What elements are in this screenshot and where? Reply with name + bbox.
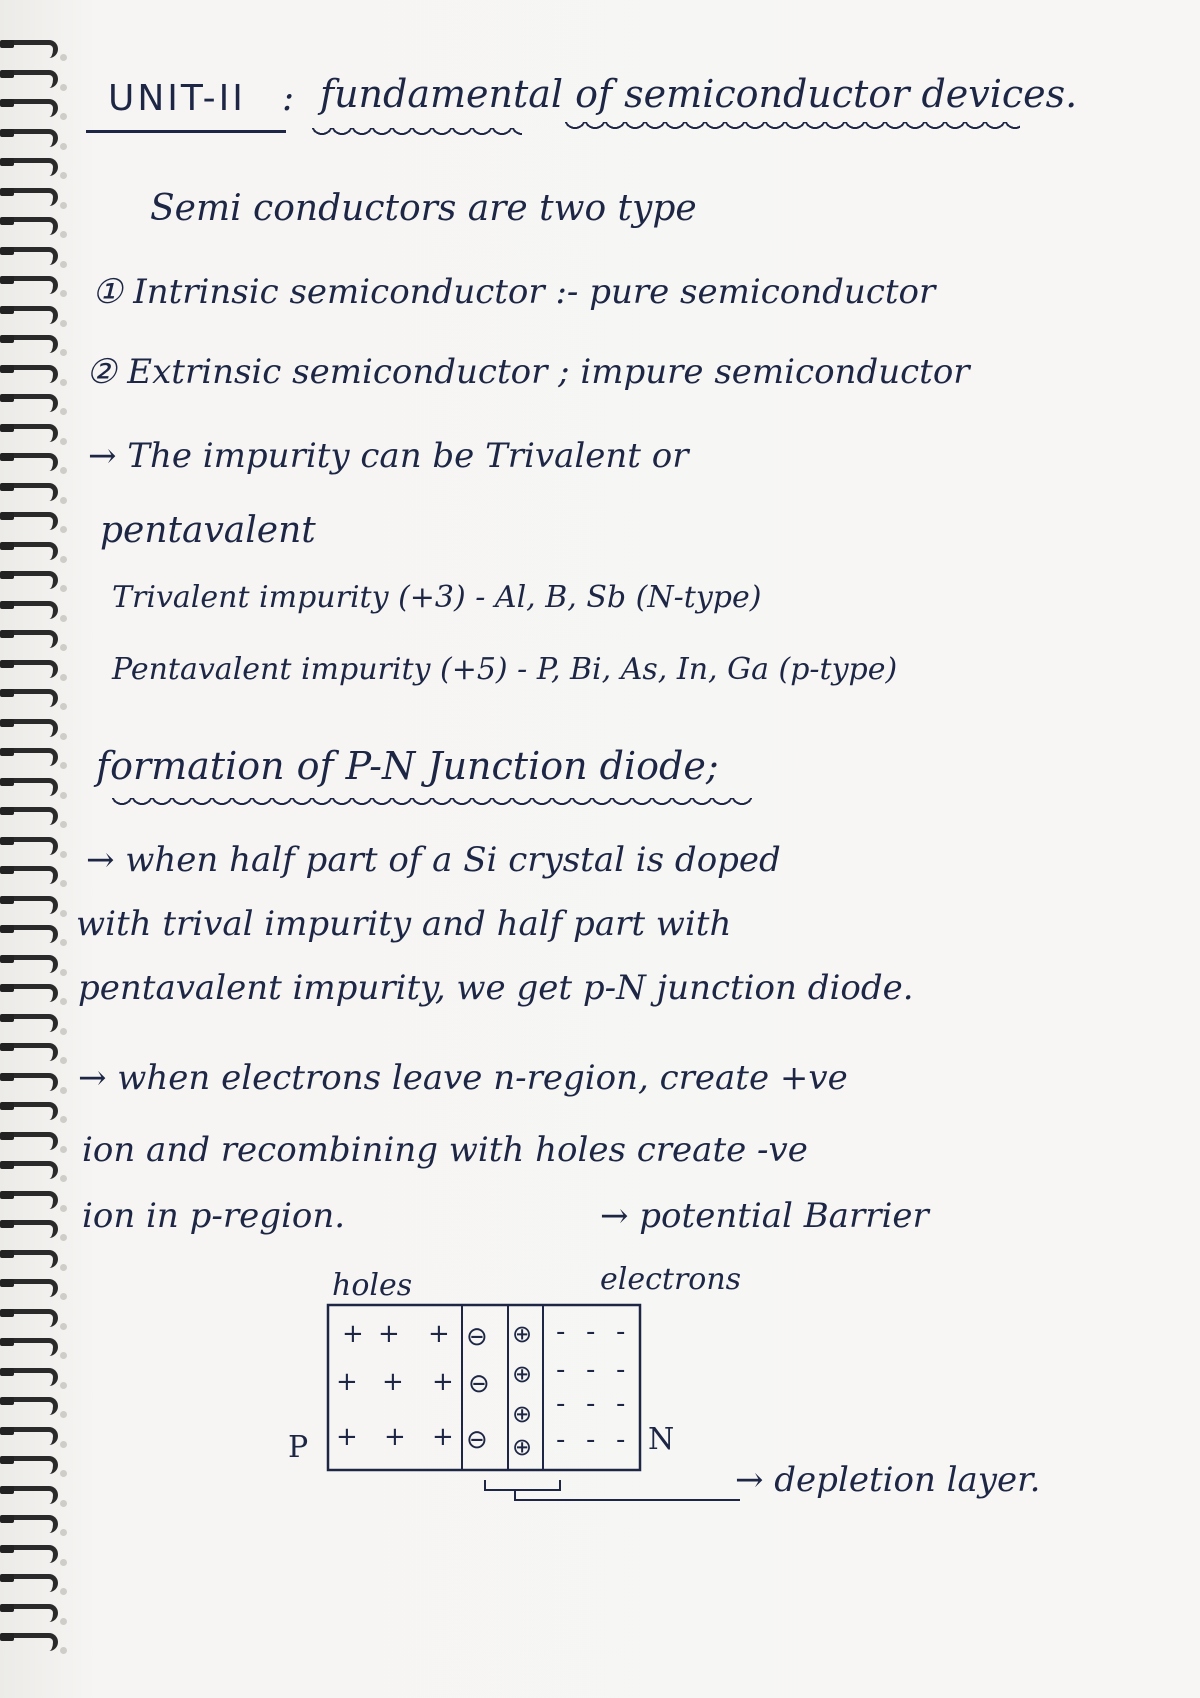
spiral-coil [6,276,58,294]
spiral-coil [6,807,58,825]
punch-hole [60,1382,67,1389]
electron-mark: - [556,1355,566,1385]
punch-hole [60,349,67,356]
punch-hole [60,880,67,887]
spiral-coil [6,925,58,943]
spiral-coil [6,1427,58,1445]
title-wavy-underline-1 [312,128,522,142]
hole-mark: + [382,1367,404,1397]
electron-mark: - [616,1425,626,1455]
spiral-coil [6,866,58,884]
spiral-coil [6,984,58,1002]
spiral-coil [6,719,58,737]
punch-hole [60,1116,67,1123]
punch-hole [60,1500,67,1507]
negative-ion: ⊖ [466,1322,488,1352]
electron-mark: - [586,1389,596,1419]
spiral-coil [6,453,58,471]
spiral-coil [6,1132,58,1150]
text-line-8: → when half part of a Si crystal is doped [86,840,781,880]
punch-hole [60,762,67,769]
punch-hole [60,851,67,858]
text-line-5: pentavalent [100,510,316,551]
punch-hole [60,526,67,533]
spiral-coil [6,1574,58,1592]
pn-junction-svg [320,1300,800,1640]
punch-hole [60,1529,67,1536]
negative-ion: ⊖ [466,1425,488,1455]
punch-hole [60,998,67,1005]
spiral-coil [6,896,58,914]
positive-ion: ⊕ [512,1433,533,1461]
unit-underline [86,130,286,133]
spiral-coil [6,158,58,176]
text-line-11: → when electrons leave n-region, create +ve [78,1058,848,1098]
spiral-coil [6,1014,58,1032]
depletion-bracket [485,1480,560,1490]
punch-hole [60,556,67,563]
electron-mark: - [556,1425,566,1455]
spiral-coil [6,129,58,147]
punch-hole [60,1205,67,1212]
title-wavy-underline-2 [565,122,1020,136]
spiral-coil [6,1368,58,1386]
spiral-coil [6,1102,58,1120]
spiral-coil [6,778,58,796]
unit-label: UNIT-II [108,78,246,119]
spiral-coil [6,424,58,442]
electron-mark: - [556,1389,566,1419]
spiral-coil [6,365,58,383]
punch-hole [60,1264,67,1271]
punch-hole [60,1588,67,1595]
spiral-coil [6,1250,58,1268]
depletion-label: → depletion layer. [735,1460,1041,1500]
punch-hole [60,1234,67,1241]
spiral-coil [6,542,58,560]
page-title: fundamental of semiconductor devices. [320,72,1078,116]
punch-hole [60,497,67,504]
spiral-coil [6,748,58,766]
punch-hole [60,1146,67,1153]
depletion-pointer [515,1490,740,1500]
punch-hole [60,172,67,179]
hole-mark: + [378,1319,400,1349]
electron-mark: - [586,1425,596,1455]
spiral-coil [6,1633,58,1651]
punch-hole [60,1087,67,1094]
spiral-coil [6,1515,58,1533]
section-wavy-underline [112,798,752,812]
punch-hole [60,585,67,592]
spiral-coil [6,571,58,589]
n-label: N [648,1422,675,1457]
spiral-coil [6,217,58,235]
punch-hole [60,615,67,622]
text-line-13: ion in p-region. [82,1196,346,1236]
negative-ions [466,1322,490,1455]
punch-hole [60,703,67,710]
text-line-1: Semi conductors are two type [150,188,697,229]
punch-hole [60,320,67,327]
punch-hole [60,1559,67,1566]
spiral-coil [6,1161,58,1179]
hole-mark: + [384,1422,406,1452]
punch-hole [60,821,67,828]
hole-mark: + [432,1367,454,1397]
electron-mark: - [586,1355,596,1385]
spiral-coil [6,306,58,324]
punch-hole [60,939,67,946]
punch-hole [60,467,67,474]
spiral-coil [6,1043,58,1061]
punch-hole [60,1470,67,1477]
spiral-coil [6,689,58,707]
punch-hole [60,290,67,297]
punch-hole [60,113,67,120]
electrons-label: electrons [600,1262,742,1297]
punch-hole [60,644,67,651]
punch-hole [60,1647,67,1654]
spiral-coil [6,1604,58,1622]
spiral-coil [6,1545,58,1563]
spiral-coil [6,394,58,412]
hole-mark: + [336,1422,358,1452]
title-separator: : [282,78,295,119]
spiral-coil [6,483,58,501]
punch-hole [60,910,67,917]
spiral-coil [6,188,58,206]
punch-hole [60,54,67,61]
spiral-coil [6,1456,58,1474]
punch-hole [60,1618,67,1625]
spiral-binding [0,40,70,1680]
spiral-coil [6,660,58,678]
negative-ion: ⊖ [468,1369,490,1399]
spiral-coil [6,70,58,88]
text-line-6: Trivalent impurity (+3) - Al, B, Sb (N-type) [112,580,762,615]
spiral-coil [6,1486,58,1504]
holes-label: holes [332,1268,413,1303]
electron-mark: - [586,1317,596,1347]
punch-hole [60,733,67,740]
punch-hole [60,1293,67,1300]
spiral-coil [6,1220,58,1238]
spiral-coil [6,1397,58,1415]
spiral-coil [6,335,58,353]
spiral-coil [6,1279,58,1297]
positive-ion: ⊕ [512,1400,533,1428]
p-label: P [288,1430,309,1465]
punch-hole [60,1323,67,1330]
punch-hole [60,1175,67,1182]
punch-hole [60,792,67,799]
spiral-coil [6,601,58,619]
punch-hole [60,1352,67,1359]
spiral-coil [6,99,58,117]
positive-ion: ⊕ [512,1360,533,1388]
text-line-4: → The impurity can be Trivalent or [88,436,689,476]
punch-hole [60,1057,67,1064]
electron-mark: - [616,1355,626,1385]
electron-mark: - [616,1317,626,1347]
n-region-electrons [556,1317,625,1455]
electron-mark: - [616,1389,626,1419]
electron-mark: - [556,1317,566,1347]
text-line-2: ① Intrinsic semiconductor :- pure semiconductor [92,272,936,312]
punch-hole [60,379,67,386]
spiral-coil [6,837,58,855]
section-heading: formation of P-N Junction diode; [96,744,719,788]
hole-mark: + [428,1319,450,1349]
spiral-coil [6,247,58,265]
punch-hole [60,143,67,150]
hole-mark: + [336,1367,358,1397]
p-region-holes [336,1319,454,1452]
punch-hole [60,231,67,238]
spiral-coil [6,1309,58,1327]
punch-hole [60,1411,67,1418]
punch-hole [60,674,67,681]
punch-hole [60,84,67,91]
punch-hole [60,438,67,445]
punch-hole [60,202,67,209]
text-line-12: ion and recombining with holes create -ve [82,1130,808,1170]
pn-junction-diagram [320,1300,800,1640]
punch-hole [60,969,67,976]
text-line-3: ② Extrinsic semiconductor ; impure semiconductor [86,352,970,392]
hole-mark: + [342,1319,364,1349]
spiral-coil [6,955,58,973]
positive-ion: ⊕ [512,1320,533,1348]
text-line-10: pentavalent impurity, we get p-N junction diode. [78,968,914,1008]
spiral-coil [6,512,58,530]
text-line-7: Pentavalent impurity (+5) - P, Bi, As, In, Ga (p-type) [112,652,898,687]
spiral-coil [6,1338,58,1356]
punch-hole [60,1441,67,1448]
punch-hole [60,1028,67,1035]
punch-hole [60,261,67,268]
spiral-coil [6,630,58,648]
hole-mark: + [432,1422,454,1452]
punch-hole [60,408,67,415]
text-line-14: → potential Barrier [600,1196,929,1236]
text-line-9: with trival impurity and half part with [76,904,732,944]
spiral-coil [6,1191,58,1209]
spiral-coil [6,1073,58,1091]
spiral-coil [6,40,58,58]
positive-ions [512,1320,532,1461]
